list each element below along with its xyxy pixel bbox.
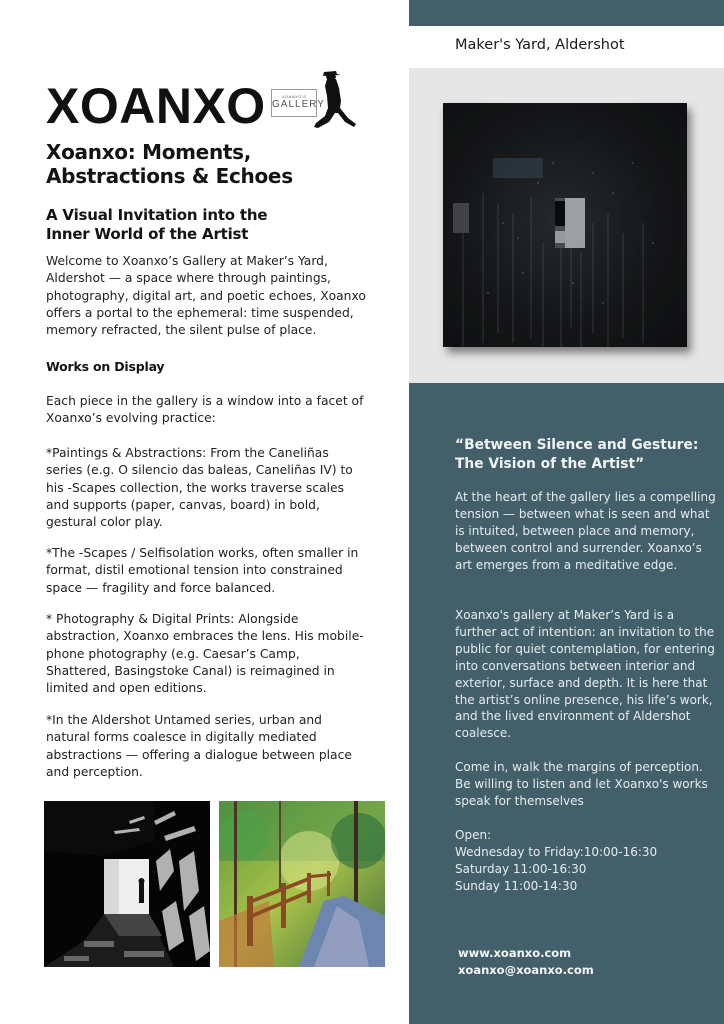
email-link[interactable]: xoanxo@xoanxo.com <box>458 963 594 977</box>
page-title <box>46 140 293 188</box>
works-item-untamed: *In the Aldershot Untamed series, urban and natural forms coalesce in digitally mediated abstractions — offering a dialogue between place and perception. <box>46 713 352 779</box>
vision-heading-line-2: The Vision of the Artist” <box>455 456 645 472</box>
hours-saturday: Saturday 11:00-16:30 <box>455 861 587 876</box>
opening-hours <box>455 827 717 895</box>
gallery-badge-large: GALLERY <box>272 99 325 110</box>
location-label: Maker's Yard, Aldershot <box>455 37 625 53</box>
walking-man-icon <box>308 66 360 132</box>
featured-painting <box>443 103 687 347</box>
vision-paragraph-1: At the heart of the gallery lies a compelling tension — between what is seen and what is intuited, between place and memory, between control and surrender. Xoanxo’s art emerges from a meditative edge. <box>455 490 716 572</box>
hours-weekday: Wednesday to Friday:10:00-16:30 <box>455 844 658 859</box>
vision-paragraph-3: Come in, walk the margins of perception. Be willing to listen and let Xoanxo's works speak for themselves <box>455 760 708 808</box>
page-title-line-2: Abstractions & Echoes <box>46 164 293 188</box>
works-item-photography: * Photography & Digital Prints: Alongside abstraction, Xoanxo embraces the lens. His mobile-phone photography (e.g. Caesar’s Camp, Shattered, Basingstoke Canal) is reimagined in limited and open editions. <box>46 612 364 696</box>
section-subtitle <box>46 206 267 244</box>
intro-paragraph: Welcome to Xoanxo’s Gallery at Maker’s Yard, Aldershot — a space where through paintings, photography, digital art, and poetic echoes, Xoanxo offers a portal to the ephemeral: time suspended, memory refracted, the silent pulse of place. <box>46 254 366 338</box>
brand-logo-text: XOANXO <box>46 78 266 134</box>
website-link[interactable]: www.xoanxo.com <box>458 946 572 960</box>
subtitle-line-2: Inner World of the Artist <box>46 225 249 243</box>
corridor-photo <box>44 801 210 967</box>
info-panel <box>409 0 724 1024</box>
top-band <box>409 0 724 26</box>
gallery-badge-small: XOANXO'S <box>281 94 307 99</box>
vision-heading-line-1: “Between Silence and Gesture: <box>455 437 699 453</box>
vision-heading <box>455 436 715 474</box>
contact-links <box>458 945 594 979</box>
page-title-line-1: Xoanxo: Moments, <box>46 140 252 164</box>
hours-sunday: Sunday 11:00-14:30 <box>455 878 578 893</box>
vision-paragraph-2: Xoanxo's gallery at Maker’s Yard is a further act of intention: an invitation to the public for quiet contemplation, for entering into conversations between interior and exterior, surface and depth. It is here that the artist’s online presence, his life’s work, and the lived environment of Aldershot coalesce. <box>455 608 715 741</box>
hours-label: Open: <box>455 828 492 842</box>
works-intro: Each piece in the gallery is a window into a facet of Xoanxo’s evolving practice: <box>46 394 364 426</box>
works-item-scapes: *The -Scapes / Selfisolation works, often smaller in format, distil emotional tension into constrained space — fragility and force balanced. <box>46 546 359 595</box>
subtitle-line-1: A Visual Invitation into the <box>46 206 268 224</box>
location-bar <box>409 26 724 68</box>
woodland-path-photo <box>219 801 385 967</box>
works-heading: Works on Display <box>46 359 165 374</box>
works-item-paintings: *Paintings & Abstractions: From the Caneliñas series (e.g. O silencio das baleas, Caneliñas IV) to his -Scapes collection, the works traverse scales and supports (paper, canvas, board) in bold, gestural color play. <box>46 446 353 530</box>
